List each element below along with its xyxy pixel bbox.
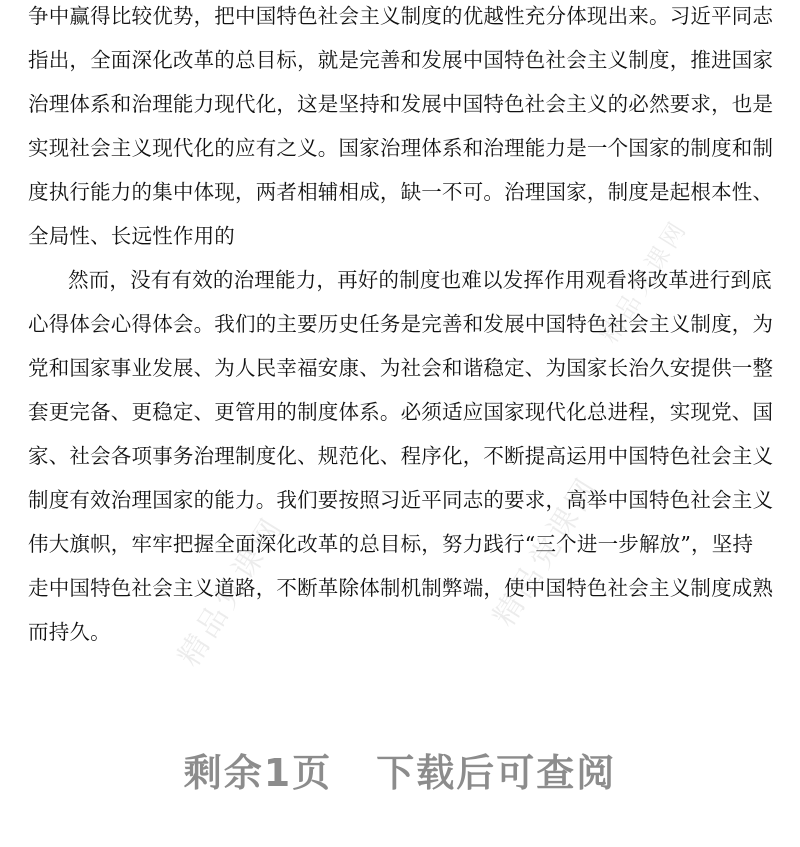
text-line: 实现社会主义现代化的应有之义。国家治理体系和治理能力是一个国家的制度和制	[28, 136, 774, 160]
text-line: 制度有效治理国家的能力。我们要按照习近平同志的要求，高举中国特色社会主义	[28, 488, 774, 512]
download-prompt[interactable]	[0, 742, 800, 797]
text-line: 心得体会心得体会。我们的主要历史任务是完善和发展中国特色社会主义制度，为	[28, 312, 774, 336]
paragraph-2	[28, 258, 776, 654]
download-to-view-label: 下载后可查阅	[376, 751, 617, 795]
text-line: 争中赢得比较优势，把中国特色社会主义制度的优越性充分体现出来。习近平同志	[28, 4, 774, 28]
text-line: 指出，全面深化改革的总目标，就是完善和发展中国特色社会主义制度，推进国家	[28, 48, 774, 72]
text-line: 度执行能力的集中体现，两者相辅相成，缺一不可。治理国家，制度是起根本性、	[28, 180, 774, 204]
watermark: 精品党课网	[486, 470, 607, 633]
text-line: 然而，没有有效的治理能力，再好的制度也难以发挥作用观看将改革进行到底	[68, 268, 772, 292]
text-line: 全局性、长远性作用的	[28, 224, 235, 248]
paragraph-1	[28, 0, 776, 258]
document-body	[28, 0, 776, 654]
text-line: 伟大旗帜，牢牢把握全面深化改革的总目标，努力践行“三个进一步解放”，坚持	[28, 532, 754, 556]
text-line: 家、社会各项事务治理制度化、规范化、程序化，不断提高运用中国特色社会主义	[28, 444, 774, 468]
text-line: 套更完备、更稳定、更管用的制度体系。必须适应国家现代化总进程，实现党、国	[28, 400, 774, 424]
watermark: 精品党课网	[171, 510, 292, 673]
text-line: 治理体系和治理能力现代化，这是坚持和发展中国特色社会主义的必然要求，也是	[28, 92, 774, 116]
text-line: 党和国家事业发展、为人民幸福安康、为社会和谐稳定、为国家长治久安提供一整	[28, 356, 774, 380]
text-line: 而持久。	[28, 620, 111, 644]
remaining-pages-label: 剩余1页	[183, 751, 333, 795]
text-line: 走中国特色社会主义道路，不断革除体制机制弊端，使中国特色社会主义制度成熟	[28, 576, 774, 600]
watermark: 精品党课网	[595, 214, 694, 349]
